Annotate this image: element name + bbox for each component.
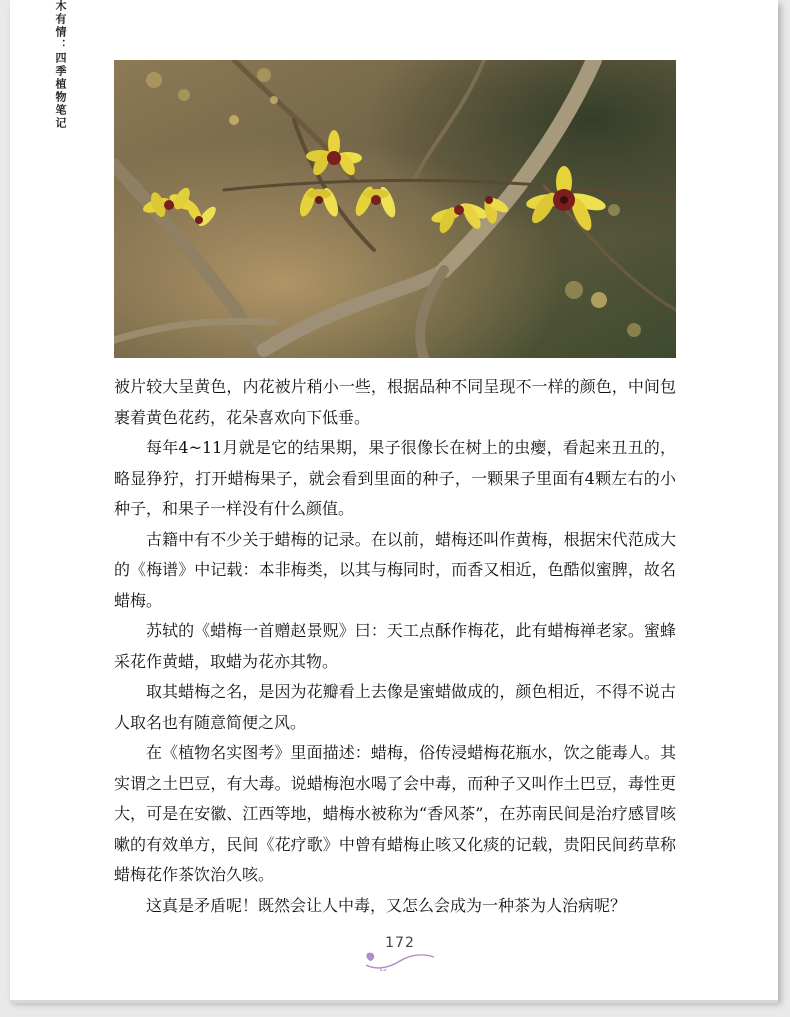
paragraph: 在《植物名实图考》里面描述：蜡梅，俗传浸蜡梅花瓶水，饮之能毒人。其实谓之土巴豆，有大毒。说蜡梅泡水喝了会中毒，而种子又叫作土巴豆，毒性更大，可是在安徽、江西等地，蜡梅水被称为“香风茶”，在苏南民间是治疗感冒咳嗽的有效单方，民间《花疗歌》中曾有蜡梅止咳又化痰的记载，贵阳民间药草称蜡梅花作茶饮治久咳。 bbox=[114, 743, 676, 884]
paragraph: 苏轼的《蜡梅一首赠赵景贶》曰：天工点酥作梅花，此有蜡梅禅老家。蜜蜂采花作黄蜡，取蜡为花亦其物。 bbox=[114, 621, 676, 671]
book-page bbox=[10, 0, 778, 1000]
page-edge bbox=[10, 1000, 778, 1003]
body-text bbox=[114, 372, 676, 921]
page-number: 172 bbox=[385, 935, 415, 951]
paragraph: 这真是矛盾呢！既然会让人中毒，又怎么会成为一种茶为人治病呢？ bbox=[146, 895, 627, 915]
plum-blossom-photo-icon bbox=[114, 60, 676, 358]
wintersweet-photo bbox=[114, 60, 676, 358]
paragraph: 每年4~11月就是它的结果期，果子很像长在树上的虫瘿，看起来丑丑的，略显狰狞，打开蜡梅果子，就会看到里面的种子，一颗果子里面有4颗左右的小种子，和果子一样没有什么颜值。 bbox=[114, 438, 676, 518]
running-head: 木有情：四季植物笔记 bbox=[54, 0, 67, 130]
paragraph: 取其蜡梅之名，是因为花瓣看上去像是蜜蜡做成的，颜色相近，不得不说古人取名也有随意简便之风。 bbox=[114, 682, 676, 732]
paragraph: 古籍中有不少关于蜡梅的记录。在以前，蜡梅还叫作黄梅，根据宋代范成大的《梅谱》中记载：本非梅类，以其与梅同时，而香又相近，色酷似蜜脾，故名蜡梅。 bbox=[114, 529, 676, 610]
paragraph: 被片较大呈黄色，内花被片稍小一些，根据品种不同呈现不一样的颜色，中间包裹着黄色花药，花朵喜欢向下低垂。 bbox=[114, 377, 676, 427]
